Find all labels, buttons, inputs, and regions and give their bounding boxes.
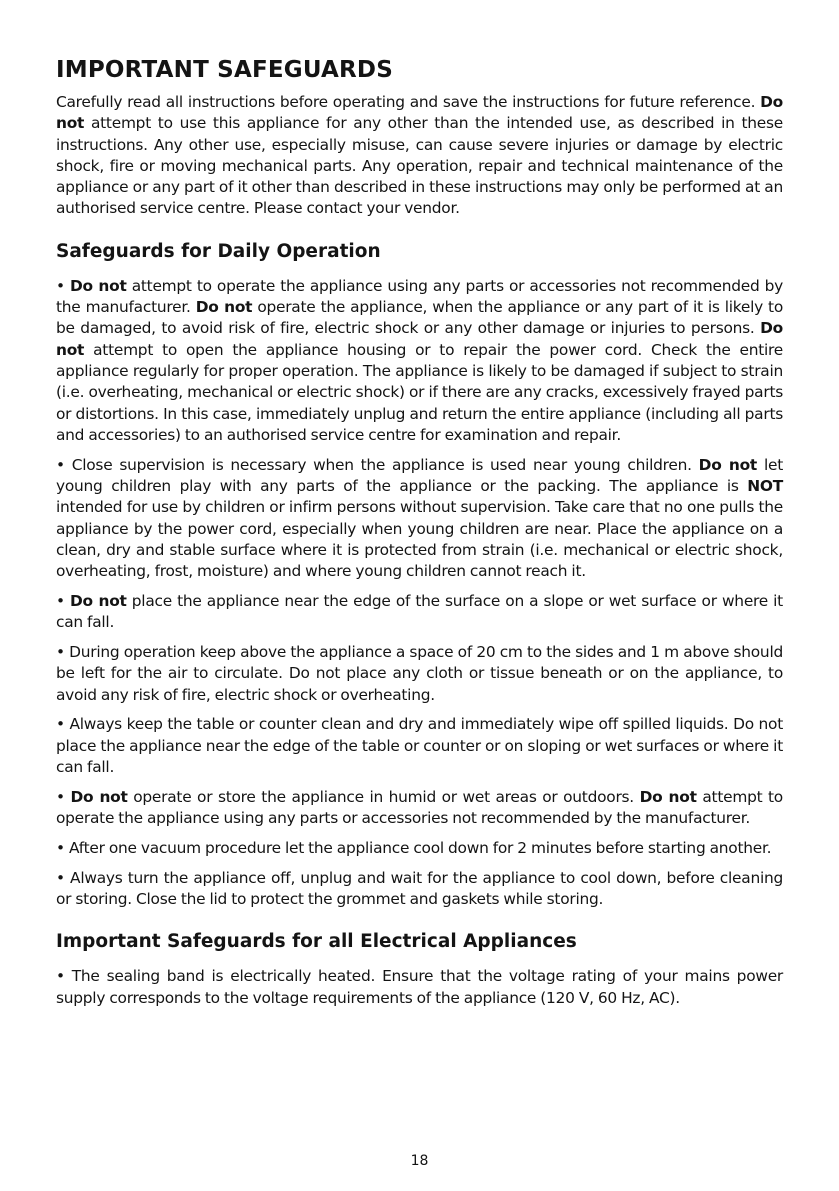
manual-page — [56, 56, 783, 1017]
intro-text-1: Carefully read all instructions before operating and save the instructions for future reference. — [56, 93, 761, 111]
bold-do-not: Do not — [70, 787, 128, 806]
item-text: attempt to operate the appliance using any parts or accessories not recommended by the manufacturer. — [56, 276, 783, 317]
section-heading-daily-operation: Safeguards for Daily Operation — [56, 240, 381, 262]
bold-not: NOT — [747, 476, 783, 495]
safeguard-item-2 — [56, 455, 783, 583]
safeguard-item-4: • During operation keep above the appliance a space of 20 cm to the sides and 1 m above should be left for the air to circulate. Do not place any cloth or tissue beneath or on the appliance, to avoid any risk of fire, electric shock or overheating. — [56, 643, 783, 704]
safeguard-item-6 — [56, 787, 783, 830]
bullet: • — [56, 591, 70, 610]
bold-do-not: Do not — [69, 276, 127, 295]
bold-do-not: Do not — [639, 787, 697, 806]
safeguard-item-7: • After one vacuum procedure let the appliance cool down for 2 minutes before starting another. — [56, 838, 772, 857]
bullet: • — [56, 276, 70, 295]
intro-paragraph — [56, 92, 783, 220]
bold-do-not: Do not — [698, 455, 758, 474]
item-text: attempt to operate the appliance using any parts or accessories not recommended by the manufacturer. — [56, 787, 783, 828]
safeguard-item-8: • Always turn the appliance off, unplug and wait for the appliance to cool down, before cleaning or storing. Close the lid to protect the grommet and gaskets while storing. — [56, 868, 783, 908]
bold-do-not: Do not — [195, 298, 253, 317]
page-number: 18 — [410, 1153, 429, 1169]
intro-bold-do-not: Do not — [56, 93, 783, 133]
item-text: operate or store the appliance in humid or wet areas or outdoors. — [127, 787, 640, 806]
item-text: • Close supervision is necessary when the appliance is used near young children. — [56, 455, 699, 474]
safeguard-item-1 — [56, 276, 783, 446]
bold-do-not: Do not — [56, 319, 783, 359]
safeguard-item-3 — [56, 591, 783, 634]
item-text: place the appliance near the edge of the surface on a slope or wet surface or where it can fall. — [56, 591, 783, 632]
intro-text-2: attempt to use this appliance for any other than the intended use, as described in these instructions. Any other use, especially misuse, can cause severe injuries or damage by electric shock, fire or moving mechanical parts. Any operation, repair and technical maintenance of the appliance or any part of it other than described in these instructions may only be performed at an authorised service centre. Please contact your vendor. — [56, 114, 783, 218]
bold-do-not: Do not — [70, 591, 127, 610]
item-text: attempt to open the appliance housing or to repair the power cord. Check the entire appliance regularly for proper operation. The appliance is likely to be damaged if subject to strain (i.e. overheating, mechanical or electric shock) or if there are any cracks, excessively frayed parts or distortions. In this case, immediately unplug and return the entire appliance (including all parts and accessories) to an authorised service centre for examination and repair. — [56, 340, 783, 444]
electrical-item-1: • The sealing band is electrically heated. Ensure that the voltage rating of your mains power supply corresponds to the voltage requirements of the appliance (120 V, 60 Hz, AC). — [56, 967, 783, 1007]
safeguard-item-5: • Always keep the table or counter clean and dry and immediately wipe off spilled liquids. Do not place the appliance near the edge of the table or counter or on sloping or wet surfaces or where it can fall. — [56, 715, 783, 777]
item-text: operate the appliance, when the appliance or any part of it is likely to be damaged, to avoid risk of fire, electric shock or any other damage or injuries to persons. — [56, 298, 783, 338]
item-text: let young children play with any parts of the appliance or the packing. The appliance is — [56, 455, 783, 495]
page-title: IMPORTANT SAFEGUARDS — [56, 57, 393, 83]
item-text: intended for use by children or infirm persons without supervision. Take care that no one pulls the appliance by the power cord, especially when young children are near. Place the appliance on a clean, dry and stable surface where it is protected from strain (i.e. mechanical or electric shock, overheating, frost, moisture) and where young children cannot reach it. — [56, 498, 783, 581]
section-heading-electrical-appliances: Important Safeguards for all Electrical Appliances — [56, 931, 577, 953]
bullet: • — [56, 787, 71, 806]
